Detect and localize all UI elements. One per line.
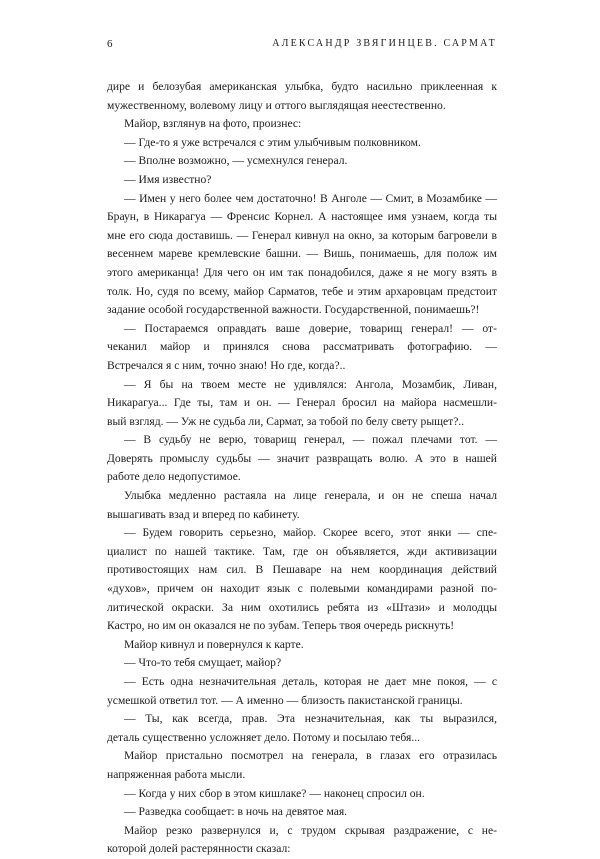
text-line: — Я бы на твоем месте не удивлялся: Ангола, Мозамбик, Ливан, bbox=[124, 377, 497, 391]
text-line: Кастро, но им он оказался не по зубам. Теперь твоя очередь рискнуть! bbox=[107, 619, 455, 633]
text-line: этого американца! Для чего он им так понадобился, даже я не могу взять в bbox=[107, 265, 497, 279]
text-line: — Постараемся оправдать ваше доверие, товарищ генерал! — от- bbox=[124, 321, 497, 335]
text-line: деталь существенно усложняет дело. Потому и посылаю тебя... bbox=[107, 730, 421, 744]
text-line: усмешкой ответил тот. — А именно — близость пакистанской границы. bbox=[107, 693, 463, 707]
text-line: Доверять промыслу судьбы — значит развращать волю. А это в нашей bbox=[107, 451, 497, 465]
text-line: мужественному, волевому лицу и оттого выглядящая неестественно. bbox=[107, 98, 446, 112]
text-line: мне его сюда доставишь. — Генерал кивнул на окно, за которым багровели в bbox=[107, 228, 497, 242]
text-line: Никарагуа... Где ты, там и он. — Генерал бросил на майора насмешли- bbox=[107, 396, 497, 410]
text-line: весеннем мареве кремлевские башни. — Вишь, понимаешь, для полож им bbox=[107, 247, 497, 261]
page-header bbox=[107, 38, 497, 54]
text-line: Майор пристально посмотрел на генерала, в глазах его отразилась bbox=[124, 749, 497, 763]
page-number: 6 bbox=[107, 38, 113, 50]
text-line: вый взгляд. — Уж не судьба ли, Сармат, за тобой по белу свету рыщет?.. bbox=[107, 414, 465, 428]
text-line: — Когда у них сбор в этом кишлаке? — наконец спросил он. bbox=[124, 786, 425, 800]
text-line: — Что-то тебя смущает, майор? bbox=[124, 656, 282, 670]
text-line: Майор, взглянув на фото, произнес: bbox=[124, 117, 302, 131]
text-line: — В судьбу не верю, товарищ генерал, — пожал плечами тот. — bbox=[124, 433, 497, 447]
text-line: — Где-то я уже встречался с этим улыбчивым полковником. bbox=[124, 135, 421, 149]
text-line: Майор резко развернулся и, с трудом скрывая раздражение, с не- bbox=[124, 823, 497, 837]
text-line: Майор кивнул и повернулся к карте. bbox=[124, 637, 304, 651]
text-line: напряженная работа мысли. bbox=[107, 767, 246, 781]
text-line: — Ты, как всегда, прав. Эта незначительная, как ты выразился, bbox=[124, 712, 497, 726]
text-line: противостоящих нам сил. В Пешаваре на нем координация действий bbox=[107, 563, 497, 577]
text-line: задание особой государственной важности. Государственной, понимаешь?! bbox=[107, 303, 480, 317]
text-line: работе дело недопустимое. bbox=[107, 470, 241, 484]
text-line: — Будем говорить серьезно, майор. Скорее всего, этот янки — спе- bbox=[124, 526, 497, 540]
text-line: циалист по нашей тактике. Там, где он объявляется, жди активизации bbox=[107, 544, 497, 558]
text-line: Браун, в Никарагуа — Френсис Корнел. А настоящее имя узнаем, когда ты bbox=[107, 210, 497, 224]
text-line: толк. Но, судя по всему, майор Сарматов, тебе и этим архаровцам предстоит bbox=[107, 284, 497, 298]
body-text bbox=[107, 78, 497, 859]
text-line: литической окраски. За ним охотились ребята из «Штази» и молодцы bbox=[107, 600, 497, 614]
text-line: — Имя известно? bbox=[124, 172, 212, 186]
text-line: Встречался я с ним, точно знаю! Но где, когда?.. bbox=[107, 358, 346, 372]
text-line: которой долей растерянности сказал: bbox=[107, 842, 291, 856]
running-title: АЛЕКСАНДР ЗВЯГИНЦЕВ. САРМАТ bbox=[272, 38, 497, 49]
text-line: — Разведка сообщает: в ночь на девятое мая. bbox=[124, 805, 348, 819]
text-line: — Есть одна незначительная деталь, которая не дает мне покоя, — с bbox=[124, 675, 497, 688]
text-line: — Имен у него более чем достаточно! В Анголе — Смит, в Мозамбике — bbox=[124, 191, 497, 205]
text-line: чеканил майор и принялся снова рассматривать фотографию. — bbox=[107, 340, 497, 354]
text-line: Улыбка медленно растаяла на лице генерала, и он не спеша начал bbox=[124, 489, 497, 503]
text-line: вышагивать взад и вперед по кабинету. bbox=[107, 507, 300, 521]
text-line: «духов», причем он находит язык с полевыми командирами разной по- bbox=[107, 582, 497, 596]
text-line: — Вполне возможно, — усмехнулся генерал. bbox=[124, 154, 348, 168]
text-line: дире и белозубая американская улыбка, будто насильно приклеенная к bbox=[107, 80, 497, 93]
